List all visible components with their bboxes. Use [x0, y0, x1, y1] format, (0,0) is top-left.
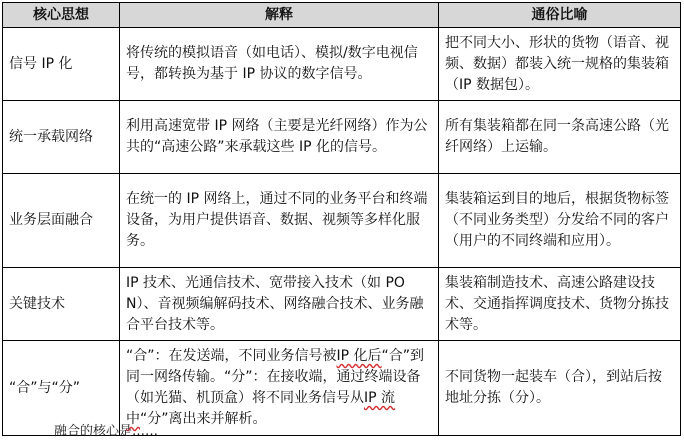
footnote-clipped: [54, 424, 334, 442]
row-analogy: 集装箱运到目的地后，根据货物标签（不同业务类型）分发给不同的客户（用户的不同终端和应用）。: [439, 174, 681, 268]
header-row: [3, 3, 681, 28]
header-analogy: 通俗比喻: [439, 3, 681, 28]
row-analogy: 不同货物一起装车（合），到站后按地址分拣（分）。: [439, 341, 681, 436]
row-explanation: 将传统的模拟语音（如电话）、模拟/数字电视信号，都转换为基于 IP 协议的数字信号。: [120, 28, 439, 101]
row-analogy: 集装箱制造技术、高速公路建设技术、交通指挥调度技术、货物分拣技术等。: [439, 268, 681, 341]
detail-flagged-text: IP 流中: [126, 390, 396, 427]
row-analogy: 把不同大小、形状的货物（语音、视频、数据）都装入统一规格的集装箱（IP 数据包）。: [439, 28, 681, 101]
row-topic: 统一承载网络: [3, 101, 120, 174]
header-core-idea: 核心思想: [3, 3, 120, 28]
row-explanation: IP 技术、光通信技术、宽带接入技术（如 PON）、音视频编解码技术、网络融合技术、业务融合平台技术等。: [120, 268, 439, 341]
detail-part: “分”离出来并解析。: [140, 411, 267, 427]
row-analogy: 所有集装箱都在同一条高速公路（光纤网络）上运输。: [439, 101, 681, 174]
row-topic: 业务层面融合: [3, 174, 120, 268]
detail-part: “合”：在发送端，不同业务信号被: [126, 348, 337, 364]
detail-part: “合”到同一网络传输。“分”：在接收端，通过终端设备（如光猫、机顶盒）将不同业务信号从: [126, 348, 425, 406]
table-row: [3, 174, 681, 268]
header-explanation: 解释: [120, 3, 439, 28]
table-row: [3, 101, 681, 174]
footnote-text: 融合的核心是……: [54, 424, 159, 439]
comparison-table: [2, 2, 681, 436]
detail-flagged-text: IP 化后: [336, 348, 382, 364]
table-row: [3, 28, 681, 101]
table-row: [3, 268, 681, 341]
row-topic: 关键技术: [3, 268, 120, 341]
row-explanation: 在统一的 IP 网络上，通过不同的业务平台和终端设备，为用户提供语音、数据、视频等多样化服务。: [120, 174, 439, 268]
row-explanation: 利用高速宽带 IP 网络（主要是光纤网络）作为公共的“高速公路”来承载这些 IP 化的信号。: [120, 101, 439, 174]
row-explanation: [120, 341, 439, 436]
row-topic: 信号 IP 化: [3, 28, 120, 101]
table-row: [3, 341, 681, 436]
row-topic: “合”与“分”: [3, 341, 120, 436]
